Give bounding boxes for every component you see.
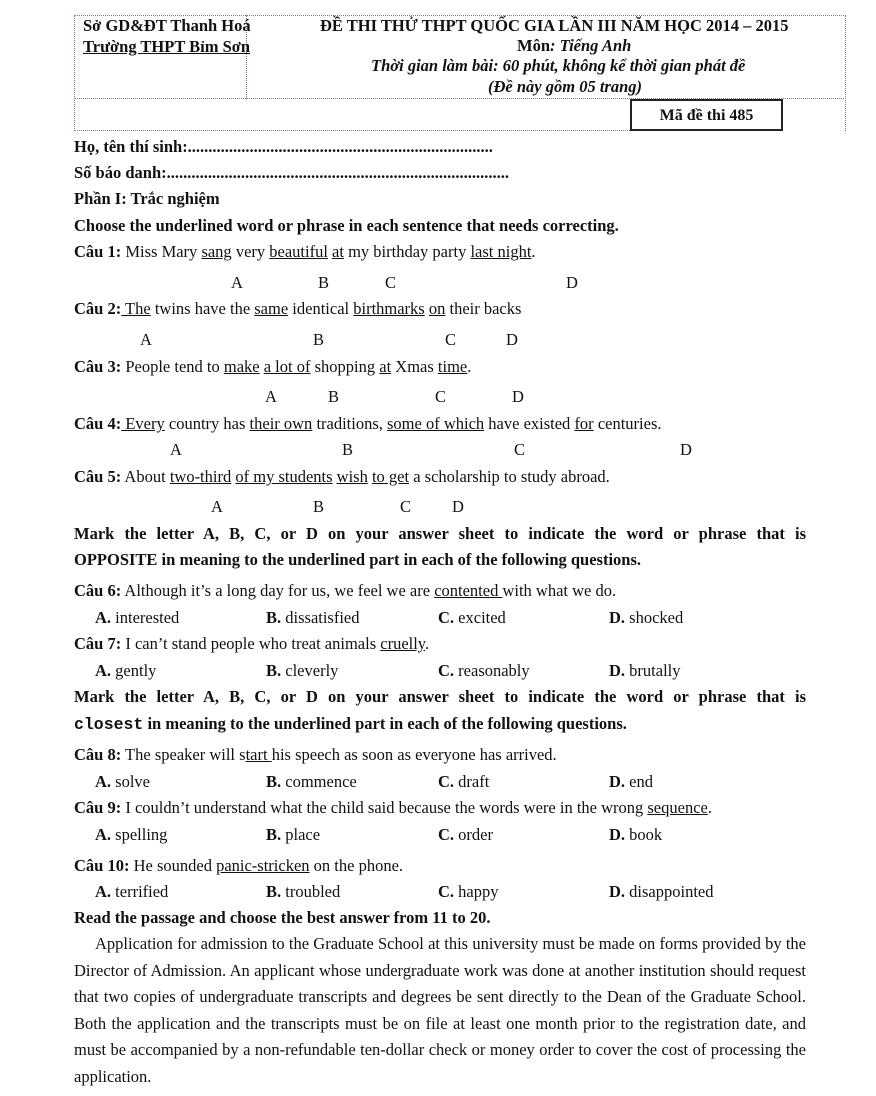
q3-letter-b: B [328, 387, 340, 406]
instruction-opposite-2: OPPOSITE in meaning to the underlined part in each of the following questions. [74, 550, 642, 569]
q5-letter-a: A [211, 497, 223, 516]
question-9: Câu 9: I couldn’t understand what the child said because the words were in the wrong sequence. [74, 798, 712, 817]
q4-letter-c: C [514, 440, 526, 459]
q3-letter-d: D [512, 387, 524, 406]
q1-letter-b: B [318, 273, 330, 292]
q9-option-c: C. order [438, 825, 493, 844]
q10-option-d: D. disappointed [609, 882, 714, 901]
q4-letter-a: A [170, 440, 182, 459]
q8-option-c: C. draft [438, 772, 490, 791]
q2-letter-d: D [506, 330, 518, 349]
q10-option-a: A. terrified [95, 882, 169, 901]
q3-letter-c: C [435, 387, 447, 406]
q4-letter-b: B [342, 440, 354, 459]
q3-letter-a: A [265, 387, 277, 406]
exam-title: ĐỀ THI THỬ THPT QUỐC GIA LẦN III NĂM HỌC 2014 – 2015 [320, 16, 789, 35]
q6-option-b: B. dissatisfied [266, 608, 360, 627]
page-count: (Đề này gồm 05 trang) [488, 77, 642, 96]
part-title: Phần I: Trắc nghiệm [74, 189, 220, 208]
q10-option-b: B. troubled [266, 882, 341, 901]
q7-option-d: D. brutally [609, 661, 681, 680]
subject: : Tiếng Anh [550, 36, 632, 55]
candidate-name: Họ, tên thí sinh:.......................................................................... [74, 137, 493, 156]
q7-option-b: B. cleverly [266, 661, 339, 680]
q9-option-a: A. spelling [95, 825, 168, 844]
q7-option-a: A. gently [95, 661, 157, 680]
question-7: Câu 7: I can’t stand people who treat animals cruelly. [74, 634, 430, 653]
q8-option-d: D. end [609, 772, 653, 791]
q6-option-a: A. interested [95, 608, 180, 627]
question-2: Câu 2: The twins have the same identical birthmarks on their backs [74, 299, 522, 318]
q6-option-d: D. shocked [609, 608, 684, 627]
question-3: Câu 3: People tend to make a lot of shopping at Xmas time. [74, 357, 472, 376]
q9-option-b: B. place [266, 825, 321, 844]
q4-letter-d: D [680, 440, 692, 459]
q7-option-c: C. reasonably [438, 661, 530, 680]
q1-letter-a: A [231, 273, 243, 292]
instruction-opposite-1: Mark the letter A, B, C, or D on your answer sheet to indicate the word or phrase that is [74, 524, 806, 543]
q5-letter-b: B [313, 497, 325, 516]
q9-option-d: D. book [609, 825, 663, 844]
instruction-reading: Read the passage and choose the best answer from 11 to 20. [74, 908, 491, 927]
instruction-closest-2: closest in meaning to the underlined part in each of the following questions. [74, 714, 627, 734]
question-6: Câu 6: Although it’s a long day for us, we feel we are contented with what we do. [74, 581, 617, 600]
instruction-closest-1: Mark the letter A, B, C, or D on your answer sheet to indicate the word or phrase that is [74, 687, 806, 706]
reading-passage: Application for admission to the Graduate School at this university must be made on forms provided by the Director of Admission. An applicant whose undergraduate work was done at another institution should request that two copies of undergraduate transcripts and degrees be sent directly to the Dean of the Graduate School. Both the application and the transcripts must be on file at least one month prior to the registration date, and must be accompanied by a non-refundable ten-dollar check or money order to cover the cost of processing the application. [74, 934, 806, 1086]
candidate-id: Số báo danh:................................................................................... [74, 163, 510, 182]
subject-line [517, 36, 631, 56]
q10-option-c: C. happy [438, 882, 499, 901]
department: Sở GD&ĐT Thanh Hoá [83, 16, 251, 35]
question-8: Câu 8: The speaker will start his speech as soon as everyone has arrived. [74, 745, 557, 764]
question-1: Câu 1: Miss Mary sang very beautiful at my birthday party last night. [74, 242, 536, 261]
school-name: Trường THPT Bỉm Sơn [83, 37, 251, 56]
q6-option-c: C. excited [438, 608, 506, 627]
question-10: Câu 10: He sounded panic-stricken on the phone. [74, 856, 404, 875]
q1-letter-d: D [566, 273, 578, 292]
exam-time: Thời gian làm bài: 60 phút, không kể thời gian phát đề [371, 56, 746, 75]
exam-code: Mã đề thi 485 [630, 99, 783, 131]
question-5: Câu 5: About two-third of my students wish to get a scholarship to study abroad. [74, 467, 610, 486]
q2-letter-a: A [140, 330, 152, 349]
subject-label: Môn [517, 36, 550, 55]
q8-option-a: A. solve [95, 772, 151, 791]
q1-letter-c: C [385, 273, 397, 292]
q8-option-b: B. commence [266, 772, 357, 791]
q5-letter-c: C [400, 497, 412, 516]
instruction-correcting: Choose the underlined word or phrase in each sentence that needs correcting. [74, 216, 619, 235]
question-4: Câu 4: Every country has their own traditions, some of which have existed for centuries. [74, 414, 662, 433]
q2-letter-c: C [445, 330, 457, 349]
q2-letter-b: B [313, 330, 325, 349]
q5-letter-d: D [452, 497, 464, 516]
